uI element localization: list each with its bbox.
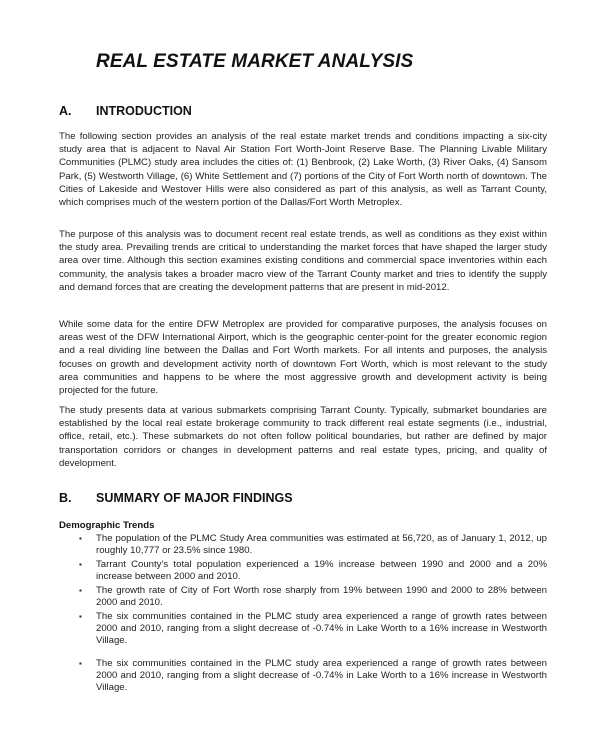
list-item-text: The six communities contained in the PLMC study area experienced a range of growth rates between 2000 and 2010, ranging from a slight decrease of -0.74% in Lake Worth to a 16% increase in Westworth Village. xyxy=(96,611,547,646)
intro-paragraph-4: The study presents data at various submarkets comprising Tarrant County. Typically, submarket boundaries are established by the local real estate brokerage community to track different real estate segments (i.e., industrial, office, retail, etc.). These submarkets do not often follow political boundaries, but rather are defined by major transportation corridors or changes in development patterns and real estate types, pricing, and quality of development. xyxy=(59,405,547,469)
bullet-icon: ▪ xyxy=(79,560,82,569)
list-item xyxy=(59,611,547,647)
findings-list xyxy=(59,533,547,694)
document-title: REAL ESTATE MARKET ANALYSIS xyxy=(96,51,414,72)
intro-paragraph-3: While some data for the entire DFW Metroplex are provided for comparative purposes, the analysis focuses on areas west of the DFW International Airport, which is the geographic center-point for the greater economic region and a real dividing line between the Dallas and Fort Worth markets. For all intents and purposes, the analysis focuses on growth and development activity north of downtown Fort Worth, which is most relevant to the study area communities and happens to be where the most aggressive growth and development activity is being projected for the future. xyxy=(59,319,547,397)
section-b-number: B. xyxy=(59,491,72,505)
intro-paragraph-2: The purpose of this analysis was to document recent real estate trends, as well as conditions as they exist within the study area. Prevailing trends are critical to understanding the market forces that have shaped the larger study area over time. Although this section examines existing conditions and commercial space inventories within each community, the analysis takes a broader macro view of the Tarrant County market and tries to identify the supply and demand forces that are creating the development patterns that are present in mid-2012. xyxy=(59,229,547,293)
intro-paragraph-1: The following section provides an analysis of the real estate market trends and conditions impacting a six-city study area that is adjacent to Naval Air Station Fort Worth-Joint Reserve Base. The Planning Livable Military Communities (PLMC) study area includes the cities of: (1) Benbrook, (2) Lake Worth, (3) River Oaks, (4) Sansom Park, (5) Westworth Village, (6) White Settlement and (7) portions of the City of Fort Worth north of downtown. The Cities of Lakeside and Westover Hills were also considered as part of this analysis, as well as Tarrant County, which comprises much of the western portion of the Dallas/Fort Worth Metroplex. xyxy=(59,131,547,209)
list-item-text: The population of the PLMC Study Area communities was estimated at 56,720, as of January 1, 2012, up roughly 10,777 or 23.5% since 1980. xyxy=(96,533,547,556)
bullet-icon: ▪ xyxy=(79,659,82,668)
section-b-title: SUMMARY OF MAJOR FINDINGS xyxy=(96,491,293,505)
list-item-text: The growth rate of City of Fort Worth rose sharply from 19% between 1990 and 2000 to 28% between 2000 and 2010. xyxy=(96,585,547,608)
list-item xyxy=(59,533,547,557)
demographic-trends-subheading: Demographic Trends xyxy=(59,520,155,531)
section-b-heading xyxy=(59,491,293,505)
list-item xyxy=(59,585,547,609)
list-item xyxy=(59,559,547,583)
bullet-icon: ▪ xyxy=(79,534,82,543)
section-a-number: A. xyxy=(59,104,72,118)
list-item-text: Tarrant County’s total population experienced a 19% increase between 1990 and 2000 and a 20% increase between 2000 and 2010. xyxy=(96,559,547,582)
section-a-title: INTRODUCTION xyxy=(96,104,192,118)
section-a-heading xyxy=(59,104,192,118)
list-item xyxy=(59,658,547,694)
list-item-text: The six communities contained in the PLMC study area experienced a range of growth rates between 2000 and 2010, ranging from a slight decrease of -0.74% in Lake Worth to a 16% increase in Westworth Village. xyxy=(96,658,547,693)
bullet-icon: ▪ xyxy=(79,586,82,595)
bullet-icon: ▪ xyxy=(79,612,82,621)
